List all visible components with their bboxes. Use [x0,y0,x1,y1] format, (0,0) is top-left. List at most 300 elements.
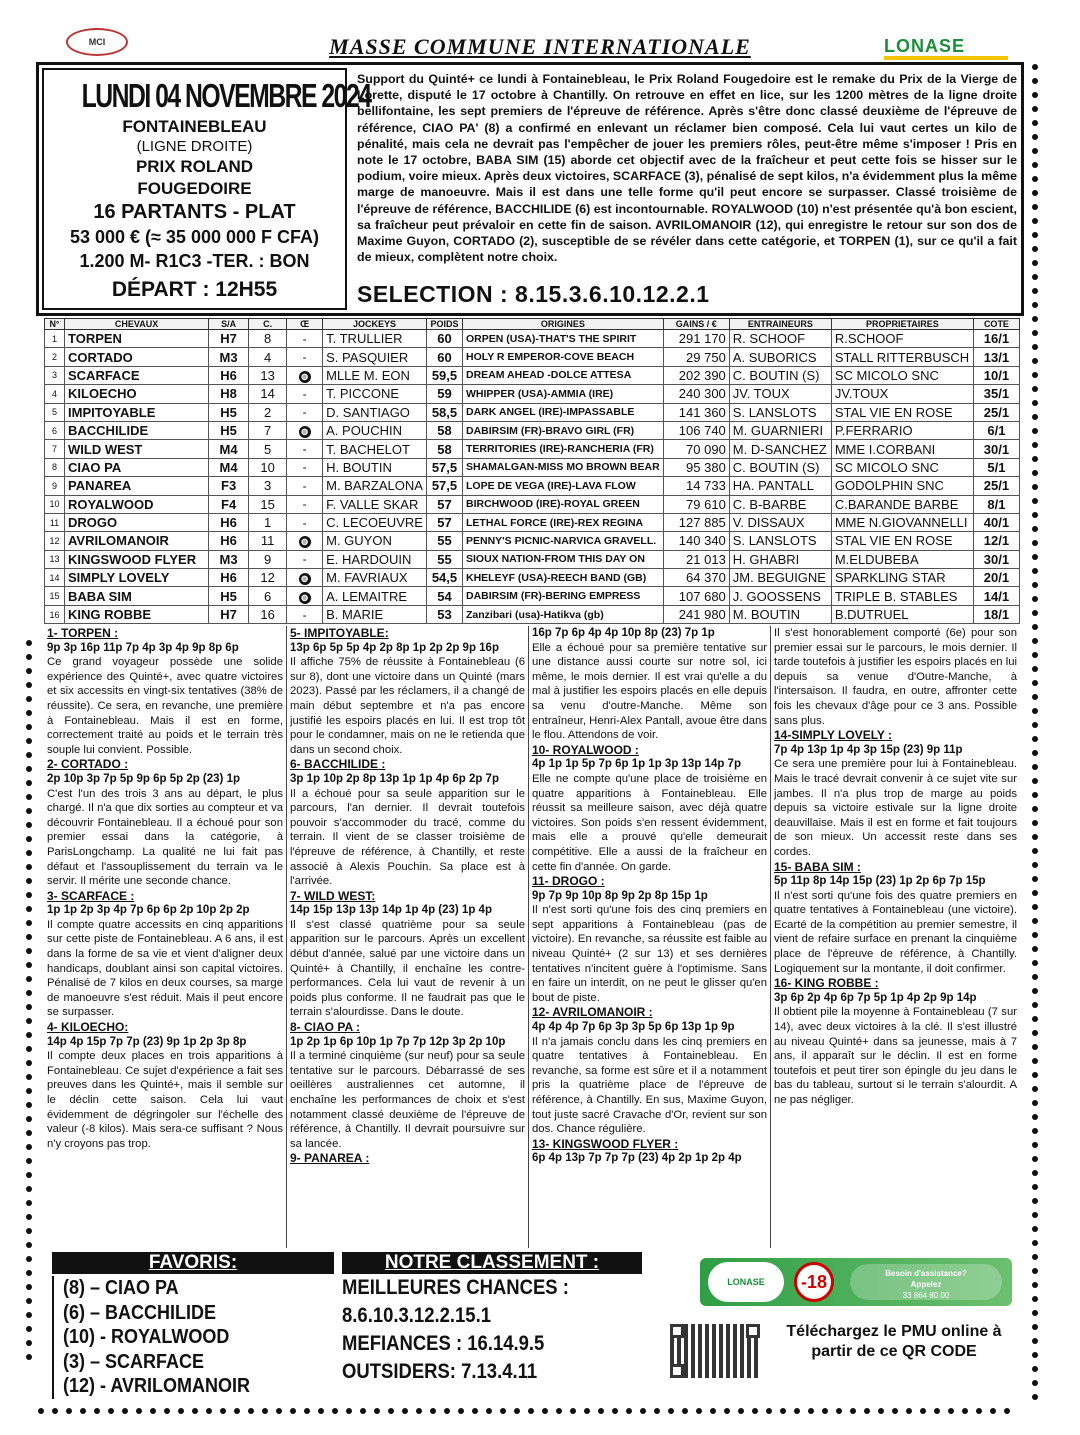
dot [738,1408,744,1414]
dot [934,1408,940,1414]
cell-proprietaire: R.SCHOOF [831,330,973,348]
dot [26,738,32,744]
cell-c: 15 [249,495,287,513]
dot [346,1408,352,1414]
cell-origine: TERRITORIES (IRE)-RANCHERIA (FR) [463,440,664,458]
cell-origine: DABIRSIM (FR)-BRAVO GIRL (FR) [463,421,664,439]
dot [1032,330,1038,336]
cell-n: 4 [45,385,65,403]
cell-n: 7 [45,440,65,458]
cell-origine: HOLY R EMPEROR-COVE BEACH [463,348,664,366]
cell-c: 4 [249,348,287,366]
cell-n: 12 [45,532,65,550]
outsiders: OUTSIDERS: 7.13.4.11 [342,1360,538,1383]
cell-sa: H6 [209,569,249,587]
dot [150,1408,156,1414]
dot [752,1408,758,1414]
cell-proprietaire: GODOLPHIN SNC [831,477,973,495]
horse-comment-text: Il compte deux places en trois apparitions à Fontainebleau. Ce sujet d'expérience a fait ses preuves dans les Quinté+, mais il semble sur le déclin cette saison. Cela lui vaut évidemment de dégringoler sur l'échelle des valeur (-8 kilos). Mais sera-ce suffisant ? Nous n'y croyons pas trop. [47,1050,283,1150]
dot [1032,218,1038,224]
dot [1032,442,1038,448]
cell-jockey: MLLE M. EON [323,366,427,384]
cell-cheval: CIAO PA [65,458,209,476]
qr-download-text: Téléchargez le PMU online à partir de ce QR CODE [786,1323,1002,1360]
column-header: Œ [287,319,323,330]
dot [26,1242,32,1248]
cell-gains: 202 390 [663,366,729,384]
dot [206,1408,212,1414]
dot [332,1408,338,1414]
cell-poids: 54,5 [426,569,462,587]
dot [1032,1100,1038,1106]
classement-box [342,1252,662,1386]
cell-gains: 241 980 [663,605,729,623]
cell-poids: 60 [426,330,462,348]
dot [556,1408,562,1414]
cell-proprietaire: STAL VIE EN ROSE [831,403,973,421]
dot [26,892,32,898]
mefiances: MEFIANCES : 16.14.9.5 [342,1332,545,1355]
table-header-row [45,319,1020,330]
cell-oeil: - [287,330,323,348]
dot [430,1408,436,1414]
table-row [45,348,1020,366]
horse-comment-perf: 14p 4p 15p 7p 7p (23) 9p 1p 2p 3p 8p [47,1035,247,1048]
cell-jockey: S. PASQUIER [323,348,427,366]
dot [1032,400,1038,406]
dot [26,710,32,716]
table-row [45,403,1020,421]
dot [1032,428,1038,434]
cell-poids: 58 [426,421,462,439]
dot [26,794,32,800]
cell-proprietaire: TRIPLE B. STABLES [831,587,973,605]
dot [626,1408,632,1414]
race-depart: DÉPART : 12H55 [111,278,278,301]
cell-gains: 21 013 [663,550,729,568]
cell-origine: SIOUX NATION-FROM THIS DAY ON [463,550,664,568]
column-header: PROPRIETAIRES [831,319,973,330]
horse-comment-perf: 3p 1p 10p 2p 8p 13p 1p 1p 4p 6p 2p 7p [290,772,499,785]
dot [654,1408,660,1414]
dot [1032,540,1038,546]
cell-sa: M4 [209,440,249,458]
cell-sa: H6 [209,366,249,384]
dot [1032,610,1038,616]
dot [164,1408,170,1414]
dot [612,1408,618,1414]
dot [26,1270,32,1276]
cell-gains: 29 750 [663,348,729,366]
assistance-banner [700,1258,1012,1306]
cell-proprietaire: M.ELDUBEBA [831,550,973,568]
horse-comment-name: 4- KILOECHO: [47,1020,129,1035]
dot [26,1144,32,1150]
horse-comment-name: 1- TORPEN : [47,626,119,640]
cell-jockey: F. VALLE SKAR [323,495,427,513]
meilleures-label: MEILLEURES CHANCES : [342,1276,569,1299]
table-row [45,385,1020,403]
horse-comment-text: C'est l'un des trois 3 ans au départ, le plus chargé. Il n'a que dix sorties au compteur et va découvrir Fontainebleau. Il a échoué pour son premier essai dans la catégorie, à ParisLongchamp. La qualité ne lui fait pas défaut et l'assouplissement du terrain va le servir. Il mérite une seconde chance. [47,787,283,888]
cell-c: 16 [249,605,287,623]
dot [1032,1058,1038,1064]
horse-comment-name: 3- SCARFACE : [47,888,135,903]
favoris-box [52,1252,334,1399]
cell-jockey: M. BARZALONA [323,477,427,495]
cell-cote: 16/1 [973,330,1019,348]
comments-column-2 [286,626,528,1248]
dot [1032,498,1038,504]
dot [26,1158,32,1164]
dot [1032,1338,1038,1344]
dot [1032,554,1038,560]
table-row [45,366,1020,384]
dot [1032,1072,1038,1078]
cell-cote: 6/1 [973,421,1019,439]
cell-sa: H5 [209,403,249,421]
cell-jockey: E. HARDOUIN [323,550,427,568]
cell-poids: 58 [426,440,462,458]
dot [1032,232,1038,238]
cell-cheval: BACCHILIDE [65,421,209,439]
cell-c: 10 [249,458,287,476]
dot [1032,414,1038,420]
dot [1032,1030,1038,1036]
column-header: N° [45,319,65,330]
cell-poids: 54 [426,587,462,605]
dot [304,1408,310,1414]
favoris-list [52,1276,334,1399]
cell-n: 11 [45,513,65,531]
lonase-logo [884,36,1008,60]
dot [598,1408,604,1414]
cell-origine: SHAMALGAN-MISS MO BROWN BEAR [463,458,664,476]
horse-comment-text: Il n'est sorti qu'une fois des cinq premiers en sept apparitions à Fontainebleau (pas de victoire). En revanche, sa réussite est faible au niveau Quinté+ (2 sur 13) et ses dernières tentatives n'incitent guère à l'optimisme. Sans en faire un interdit, on ne peut le glisser qu'en bout de piste. [532,904,767,1004]
cell-cheval: PANAREA [65,477,209,495]
horse-comment-perf: 13p 6p 5p 5p 4p 2p 8p 1p 2p 2p 9p 16p [290,641,499,654]
dot [26,766,32,772]
cell-c: 8 [249,330,287,348]
table-row [45,477,1020,495]
table-row [45,421,1020,439]
dot [1032,386,1038,392]
cell-proprietaire: SC MICOLO SNC [831,366,973,384]
horse-comment-name: 14-SIMPLY LOVELY : [774,728,893,743]
dot [1032,1380,1038,1386]
dot [26,640,32,646]
dot [1032,1156,1038,1162]
cell-cheval: ROYALWOOD [65,495,209,513]
cell-oeil: - [287,495,323,513]
dot [1032,582,1038,588]
cell-oeil [287,569,323,587]
cell-origine: LOPE DE VEGA (IRE)-LAVA FLOW [463,477,664,495]
cell-entraineur: M. D-SANCHEZ [729,440,831,458]
cell-cheval: KING ROBBE [65,605,209,623]
dot [26,752,32,758]
cell-origine: Zanzibari (usa)-Hatikva (gb) [463,605,664,623]
dot [26,906,32,912]
horse-comment-perf: 14p 15p 13p 13p 14p 1p 4p (23) 1p 4p [290,904,492,917]
dot [178,1408,184,1414]
support-text: Support du Quinté+ ce lundi à Fontainebleau, le Prix Roland Fougedoire est le remake du Prix de la Vierge de Lorette, disputé le 17 octobre à Chantilly. On retrouve en effet en lice, sur les 1200 mètres de la ligne droite bellifontaine, les sept premiers de l'épreuve de référence. Après s'être donc classé deuxième de l'épreuve de référence, CIAO PA' (8) a confirmé en enlevant un réclamer bien composé. Cela lui vaut certes un kilo de pénalité, mais cela ne devrait pas l'empêcher de jouer les premiers rôles, peut-être même s'imposer ! Pris en note le 17 octobre, BABA SIM (15) aborde cet objectif avec de la fraîcheur et peut cette fois se hisser sur le podium, voire mieux. Après deux victoires, SCARFACE (3), pénalisé de sept kilos, n'a évidemment plus la même marge de manoeuvre. Mais il est dans une telle forme qu'il peut encore se surpasser. Classé troisième de l'épreuve de référence, BACCHILIDE (6) est incontournable. ROYALWOOD (10) n'est présentée qu'à bon escient, sa fraîcheur peut prévaloir en cette fin de saison. AVRILOMANOIR (12), qui enregistre le retour sur son dos de Maxime Guyon, CORTADO (2), susceptible de se révéler dans cette catégorie, et TORPEN (1), sur ce qu'il a fait de mieux, complètent notre choix. [357,72,1017,265]
cell-jockey: H. BOUTIN [323,458,427,476]
cell-sa: H5 [209,587,249,605]
horse-comment-perf: 1p 2p 1p 6p 10p 1p 7p 7p 12p 3p 2p 10p [290,1035,506,1048]
assist-line2: Appelez [910,1280,942,1289]
race-summary-box [36,62,1024,316]
dot [1032,680,1038,686]
horse-comment-name: 2- CORTADO : [47,757,129,772]
cell-proprietaire: C.BARANDE BARBE [831,495,973,513]
cell-cote: 18/1 [973,605,1019,623]
cell-proprietaire: B.DUTRUEL [831,605,973,623]
dot [26,1088,32,1094]
dot [570,1408,576,1414]
horse-comment-name: 6- BACCHILIDE : [290,757,386,772]
cell-oeil: - [287,440,323,458]
runners-table [44,318,1020,624]
dot [26,1340,32,1346]
dot [94,1408,100,1414]
horse-comment-text: Il n'a jamais conclu dans les cinq premiers en quatre tentatives à Fontainebleau. En revanche, sa forme est sûre et il a notamment pris la quatrième place de l'épreuve de référence, à Chantilly. En sus, Maxime Guyon, tout juste sacré Cravache d'Or, revient sur son dos. Chance régulière. [532,1035,767,1136]
cell-poids: 55 [426,532,462,550]
horse-comment-text: Il compte quatre accessits en cinq apparitions sur cette piste de Fontainebleau. A 6 ans, il est dans la forme de sa vie et vient d'aligner deux handicaps, doublant ainsi son capital victoires. Pénalisé de 7 kilos en deux courses, sa marge de manoeuvre s'est réduit. Mais il peut encore se surpasser. [47,918,283,1019]
blinkers-icon: ◍ [299,426,311,438]
dot [1032,1128,1038,1134]
cell-oeil: - [287,348,323,366]
dot [1032,1296,1038,1302]
horse-comment-perf: 6p 4p 13p 7p 7p 7p (23) 4p 2p 1p 2p 4p [532,1152,742,1165]
dot [1032,988,1038,994]
dot [26,850,32,856]
dot [26,1060,32,1066]
horse-comment-text: Ce sera une première pour lui à Fontainebleau. Mais le tracé devrait convenir à ce sujet vite sur jambes. Il n'a plus trop de marge au poids depuis sa victoire estivale sur la ligne droite deauvillaise. Mais il est en forme et fait toujours de son mieux. Un accessit reste dans ses cordes. [774,758,1017,858]
cell-origine: ORPEN (USA)-THAT'S THE SPIRIT [463,330,664,348]
dot [1032,372,1038,378]
cell-cote: 14/1 [973,587,1019,605]
table-row [45,605,1020,623]
dot [1032,1170,1038,1176]
dot [38,1408,44,1414]
dot [1032,806,1038,812]
table-row [45,513,1020,531]
horse-comment-text: Il obtient pile la moyenne à Fontainebleau (7 sur 14), avec deux victoires à la clé. Il s'est illustré au niveau Quinté+ dans sa jeunesse, mais à 7 ans, il apparaît sur le déclin. Il est en forme toutefois et peut tirer son épingle du jeu dans le bas du tableau, surtout si le terrain s'alourdit. A ne pas négliger. [774,1006,1017,1106]
horse-comment-perf: 4p 1p 1p 5p 7p 6p 1p 1p 3p 13p 14p 7p [532,758,741,771]
cell-c: 7 [249,421,287,439]
dot [1032,778,1038,784]
dot [248,1408,254,1414]
horse-comment-perf: 3p 6p 2p 4p 6p 7p 5p 1p 4p 2p 9p 14p [774,991,977,1004]
comments-column-4 [770,626,1020,1248]
table-row [45,532,1020,550]
page-header [0,0,1080,62]
dot [1032,1268,1038,1274]
horse-comment-text: Il n'est sorti qu'une fois des quatre premiers en quatre tentatives à Fontainebleau (une victoire). Ecarté de la compétition au premier semestre, il vient de refaire surface en prenant la cinquième place de l'épreuve de référence, à Chantilly. Logiquement sur la montante, il doit confirmer. [774,889,1017,975]
dot [1032,946,1038,952]
dot [1032,316,1038,322]
cell-origine: KHELEYF (USA)-REECH BAND (GB) [463,569,664,587]
horse-comment-text: Elle a échoué pour sa première tentative sur une distance aussi courte sur notre sol, ici même, le mois dernier. Il est vrai qu'elle a du mal à justifier les espoirs placés en elle depuis sa venu d'outre-Manche. Même son entraîneur, Henri-Alex Pantall, avoue être dans le flou. Attendons de voir. [532,641,767,742]
horse-comment-perf: 4p 4p 4p 7p 6p 3p 3p 5p 6p 13p 1p 9p [532,1021,735,1034]
dot [1032,820,1038,826]
cell-cote: 10/1 [973,366,1019,384]
cell-origine: BIRCHWOOD (IRE)-ROYAL GREEN [463,495,664,513]
cell-n: 9 [45,477,65,495]
dot [1032,148,1038,154]
dot [26,1046,32,1052]
cell-entraineur: M. GUARNIERI [729,421,831,439]
cell-proprietaire: MME N.GIOVANNELLI [831,513,973,531]
horse-comment-perf: 9p 7p 9p 10p 8p 9p 2p 8p 15p 1p [532,889,708,902]
dot [26,976,32,982]
dot [864,1408,870,1414]
cell-cote: 12/1 [973,532,1019,550]
horse-comment-text: Il affiche 75% de réussite à Fontainebleau (6 sur 8), dont une victoire dans un Quinté (mars 2023). Passé par les réclamers, il a changé de main début septembre et n'a pas encore justifié les espoirs placés en lui. Il est trop tôt pour le condamner, mais on ne le retienda que dans un second choix. [290,656,525,756]
cell-cote: 25/1 [973,403,1019,421]
cell-n: 13 [45,550,65,568]
dot [1032,666,1038,672]
dot [1032,120,1038,126]
dot [1032,848,1038,854]
dot [26,1200,32,1206]
cell-proprietaire: P.FERRARIO [831,421,973,439]
dot [962,1408,968,1414]
table-row [45,587,1020,605]
cell-sa: H7 [209,330,249,348]
dot [26,654,32,660]
cell-cote: 40/1 [973,513,1019,531]
dot [500,1408,506,1414]
assist-phone: 33 864 80 00 [902,1291,950,1300]
dot [1032,1240,1038,1246]
dot [26,878,32,884]
cell-origine: DARK ANGEL (IRE)-IMPASSABLE [463,403,664,421]
dot [1032,1310,1038,1316]
dot [920,1408,926,1414]
cell-oeil: - [287,477,323,495]
table-row [45,569,1020,587]
cell-entraineur: V. DISSAUX [729,513,831,531]
dot [1032,358,1038,364]
qr-code-icon[interactable] [670,1324,760,1378]
favori-item: (6) – BACCHILIDE [63,1301,217,1324]
cell-n: 16 [45,605,65,623]
cell-gains: 14 733 [663,477,729,495]
cell-c: 11 [249,532,287,550]
blinkers-icon: ◍ [299,536,311,548]
cell-oeil [287,587,323,605]
dot [1032,1254,1038,1260]
cell-cote: 35/1 [973,385,1019,403]
cell-jockey: B. MARIE [323,605,427,623]
cell-oeil: - [287,513,323,531]
horse-comment-name: 13- KINGSWOOD FLYER : [532,1136,679,1151]
dot [584,1408,590,1414]
dot [1032,568,1038,574]
dot [1032,274,1038,280]
dot [26,948,32,954]
dot [26,864,32,870]
dot [1032,736,1038,742]
cell-proprietaire: SC MICOLO SNC [831,458,973,476]
cell-sa: H8 [209,385,249,403]
race-venue: FONTAINEBLEAU [122,117,267,136]
dot [1032,92,1038,98]
race-course-type: (LIGNE DROITE) [136,138,253,155]
cell-cote: 25/1 [973,477,1019,495]
cell-entraineur: C. BOUTIN (S) [729,458,831,476]
dot [808,1408,814,1414]
dot [1032,106,1038,112]
dot [1032,960,1038,966]
cell-poids: 60 [426,348,462,366]
dot [1032,890,1038,896]
cell-cheval: TORPEN [65,330,209,348]
dot [360,1408,366,1414]
cell-origine: LETHAL FORCE (IRE)-REX REGINA [463,513,664,531]
race-distance: 1.200 M- R1C3 -TER. : BON [79,251,310,271]
cell-n: 6 [45,421,65,439]
cell-cheval: IMPITOYABLE [65,403,209,421]
horse-comment-perf: 1p 1p 2p 3p 4p 7p 6p 6p 2p 10p 2p 2p [47,904,250,917]
cell-gains: 240 300 [663,385,729,403]
cell-cote: 20/1 [973,569,1019,587]
cell-oeil: - [287,550,323,568]
cell-n: 10 [45,495,65,513]
cell-origine: DREAM AHEAD -DOLCE ATTESA [463,366,664,384]
horse-comment-perf: 9p 3p 16p 11p 7p 4p 3p 4p 9p 8p 6p [47,641,239,654]
cell-jockey: M. FAVRIAUX [323,569,427,587]
cell-sa: M3 [209,550,249,568]
blinkers-icon: ◍ [299,371,311,383]
cell-c: 12 [249,569,287,587]
column-header: JOCKEYS [323,319,427,330]
cell-gains: 64 370 [663,569,729,587]
dot [26,1228,32,1234]
cell-poids: 57 [426,513,462,531]
horse-comment-text: Il a échoué pour sa seule apparition sur le parcours, l'an dernier. Il devrait toutefois pouvoir s'accommoder du tracé, comme du terrain. Il vient de se classer troisième de l'épreuve de référence, à Chantilly, et reste associé à Alexis Pouchin. Sa place est à l'arrivée. [290,787,525,888]
dot [1032,862,1038,868]
favoris-title: FAVORIS: [52,1252,334,1274]
dot [1032,1142,1038,1148]
dot [1032,470,1038,476]
cell-gains: 106 740 [663,421,729,439]
table-row [45,440,1020,458]
dot [26,1032,32,1038]
cell-sa: H5 [209,421,249,439]
cell-c: 1 [249,513,287,531]
table-row [45,495,1020,513]
comments-column-1 [44,626,286,1248]
dot [80,1408,86,1414]
horse-comment-perf: 5p 11p 8p 14p 15p (23) 1p 2p 6p 7p 15p [774,875,986,888]
dot [1032,918,1038,924]
horse-comment-perf: 16p 7p 6p 4p 4p 10p 8p (23) 7p 1p [532,627,715,639]
cell-sa: F3 [209,477,249,495]
cell-n: 15 [45,587,65,605]
classement-title: NOTRE CLASSEMENT : [342,1252,642,1274]
cell-oeil: - [287,403,323,421]
dot [26,1130,32,1136]
dot [1032,1352,1038,1358]
cell-origine: PENNY'S PICNIC-NARVICA GRAVELL. [463,532,664,550]
horse-comment-name: 5- IMPITOYABLE: [290,626,389,640]
dot [26,1256,32,1262]
dot [1032,764,1038,770]
column-header: CHEVAUX [65,319,209,330]
cell-sa: F4 [209,495,249,513]
